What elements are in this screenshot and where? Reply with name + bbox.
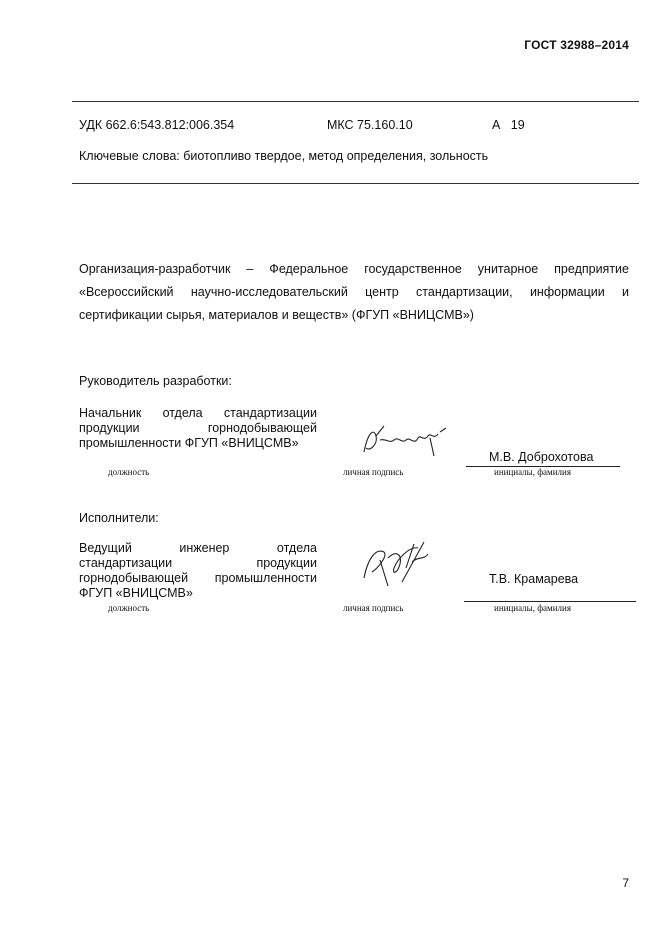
- lead-position: Начальник отдела стандартизации продукции горнодобывающей промышленности ФГУП «ВНИЦСМВ»: [79, 406, 317, 450]
- bottom-rule: [72, 183, 639, 184]
- performer-position: Ведущий инженер отдела стандартизации продукции горнодобывающей промышленности ФГУП «ВНИЦСМВ»: [79, 541, 317, 600]
- performers-heading: Исполнители:: [79, 511, 159, 525]
- lead-signature: [360, 422, 450, 462]
- performer-initials-caption: инициалы, фамилия: [494, 603, 571, 613]
- performer-signature-caption: личная подпись: [343, 603, 404, 613]
- lead-signature-caption: личная подпись: [343, 467, 404, 477]
- page-number: 7: [622, 876, 629, 890]
- keywords-line: Ключевые слова: биотопливо твердое, метод определения, зольность: [79, 149, 489, 163]
- top-rule: [72, 101, 639, 102]
- performer-name: Т.В. Крамарева: [489, 572, 579, 586]
- developer-organization: Организация-разработчик – Федеральное государственное унитарное предприятие «Всероссийский научно-исследовательский центр стандартизации, информации и сертификации сырья, материалов и веществ» (ФГУП «ВНИЦСМВ»): [79, 262, 629, 322]
- udk-code: УДК 662.6:543.812:006.354: [79, 118, 235, 132]
- performer-name-line: [464, 601, 636, 602]
- performer-position-caption: должность: [108, 603, 150, 613]
- lead-initials-caption: инициалы, фамилия: [494, 467, 571, 477]
- lead-position-caption: должность: [108, 467, 150, 477]
- okp-code: А 19: [492, 118, 525, 132]
- performer-signature: [358, 538, 438, 590]
- mks-code: МКС 75.160.10: [327, 118, 413, 132]
- standard-number: ГОСТ 32988–2014: [524, 38, 629, 52]
- lead-name: М.В. Доброхотова: [489, 450, 594, 464]
- lead-heading: Руководитель разработки:: [79, 374, 232, 388]
